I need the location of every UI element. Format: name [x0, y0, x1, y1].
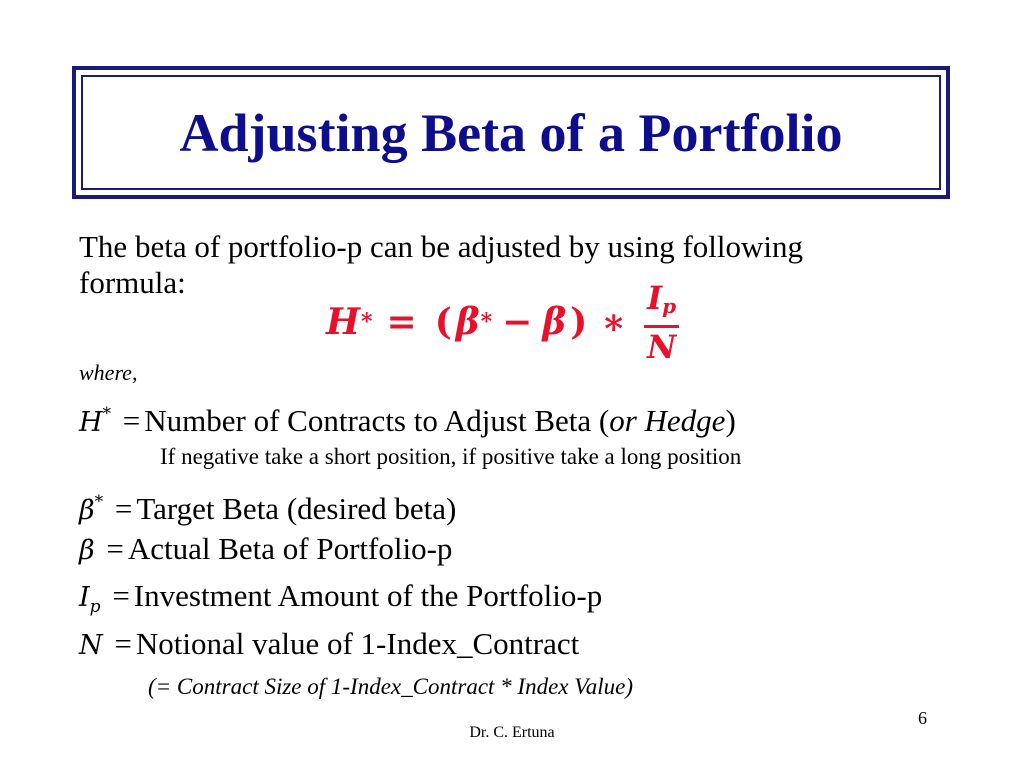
- definition-ip-sub: p: [89, 597, 101, 617]
- formula-numerator: [644, 278, 679, 328]
- definition-beta-star-var: [79, 492, 104, 526]
- formula-numerator-sub: p: [662, 293, 677, 318]
- hedge-formula: [326, 278, 679, 366]
- definition-h-text: Number of Contracts to Adjust Beta (: [144, 403, 610, 438]
- definition-h-sup: *: [102, 404, 112, 424]
- definition-n-note: (= Contract Size of 1-Index_Contract * Index Value): [148, 674, 633, 699]
- formula-beta-star-sup: *: [480, 309, 493, 335]
- footer-author: Dr. C. Ertuna: [469, 724, 555, 741]
- formula-fraction: [644, 278, 679, 366]
- definition-h-close: ): [725, 403, 736, 438]
- formula-minus: −: [502, 301, 533, 343]
- definition-h-italic: or Hedge: [609, 403, 726, 438]
- definition-n-text: Notional value of 1-Index_Contract: [135, 626, 580, 661]
- definition-beta: [79, 531, 452, 569]
- where-label: where,: [79, 360, 138, 385]
- definition-h-eq: =: [122, 403, 141, 438]
- definition-ip-var: [79, 582, 101, 617]
- definition-ip-symbol: I: [79, 582, 90, 613]
- definition-beta-star-sup: *: [94, 492, 104, 512]
- definition-ip: [79, 578, 602, 625]
- definition-h-note: If negative take a short position, if positive take a long position: [160, 444, 742, 469]
- slide-title: Adjusting Beta of a Portfolio: [179, 102, 843, 163]
- formula-numerator-var: I: [647, 278, 663, 317]
- formula-beta: β: [542, 301, 567, 343]
- title-frame: [72, 66, 950, 199]
- definition-beta-var: β: [79, 535, 95, 566]
- definition-h: [79, 396, 736, 441]
- definition-beta-text: Actual Beta of Portfolio-p: [127, 531, 453, 566]
- formula-lhs: H: [326, 301, 361, 343]
- formula-open-paren: (: [434, 301, 452, 343]
- formula-times: ∗: [601, 301, 627, 343]
- page-number: 6: [918, 708, 927, 728]
- definition-ip-text: Investment Amount of the Portfolio-p: [133, 578, 603, 613]
- definition-beta-star-text: Target Beta (desired beta): [136, 491, 457, 526]
- intro-line-2: formula:: [79, 265, 186, 300]
- definition-n: [79, 626, 579, 664]
- definition-ip-eq: =: [112, 578, 130, 613]
- formula-close-paren: ): [570, 301, 588, 343]
- formula-lhs-star: *: [361, 309, 373, 335]
- intro-line-1: The beta of portfolio-p can be adjusted by using following: [79, 229, 804, 264]
- formula-beta-star: β: [455, 301, 480, 343]
- definition-h-symbol: H: [79, 407, 103, 438]
- definition-beta-star-eq: =: [114, 491, 133, 526]
- definition-beta-eq: =: [106, 531, 124, 566]
- definition-n-var: N: [79, 630, 103, 661]
- definition-beta-star-symbol: β: [79, 495, 95, 526]
- definition-h-var: [79, 404, 112, 438]
- definition-n-eq: =: [114, 626, 132, 661]
- definition-beta-star: [79, 484, 456, 529]
- formula-equals: =: [386, 301, 417, 343]
- formula-denominator: N: [647, 327, 677, 366]
- title-inner-border: [81, 75, 941, 190]
